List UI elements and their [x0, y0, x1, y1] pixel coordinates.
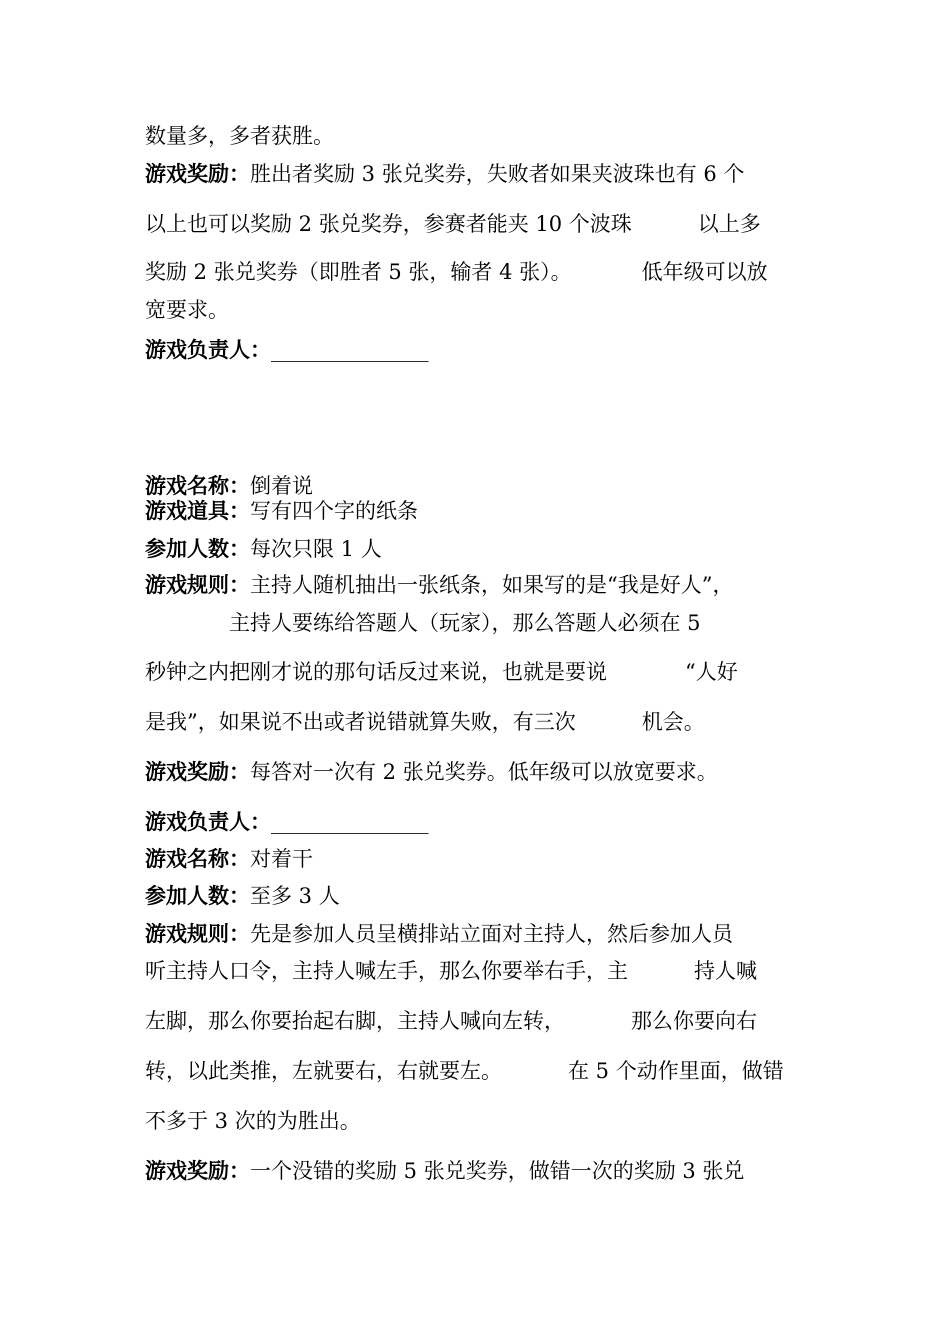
text-line — [145, 708, 810, 736]
owner-blank: _______________ — [271, 810, 429, 834]
name-line — [145, 845, 810, 873]
rules-text: 主持人随机抽出一张纸条，如果写的是“我是好人”， — [250, 573, 734, 597]
props-line — [145, 497, 810, 525]
rules-text: 机会。 — [641, 710, 705, 734]
rules-text: 先是参加人员呈横排站立面对主持人，然后参加人员 — [250, 922, 733, 946]
rules-text: 是我”，如果说不出或者说错就算失败，有三次 — [145, 710, 576, 734]
rules-text: “人好 — [685, 660, 738, 684]
owner-blank: _______________ — [271, 338, 429, 362]
people-line — [145, 882, 810, 910]
text-line: 不多于 3 次的为胜出。 — [145, 1109, 361, 1133]
owner-label: 游戏负责人： — [145, 809, 271, 834]
text-line — [145, 1007, 810, 1035]
text-line — [145, 258, 810, 286]
owner-line — [145, 808, 810, 836]
rules-text: 左脚，那么你要抬起右脚，主持人喊向左转， — [145, 1009, 565, 1033]
reward-text: 胜出者奖励 3 张兑奖券，失败者如果夹波珠也有 6 个 — [250, 162, 745, 186]
rules-text: 秒钟之内把刚才说的那句话反过来说，也就是要说 — [145, 660, 607, 684]
name-line — [145, 472, 810, 500]
rules-text: 持人喊 — [694, 959, 757, 983]
reward-text: 以上也可以奖励 2 张兑奖券，参赛者能夹 10 个波珠 — [145, 212, 632, 236]
text-line: 数量多，多者获胜。 — [145, 124, 334, 148]
people-label: 参加人数： — [145, 536, 250, 561]
text-line — [145, 1057, 810, 1085]
reward-label: 游戏奖励： — [145, 1158, 250, 1183]
reward-text: 低年级可以放 — [641, 260, 768, 284]
reward-text: 以上多 — [697, 212, 761, 236]
game-name: 对着干 — [250, 847, 313, 871]
rules-line — [145, 571, 810, 599]
reward-line — [145, 758, 810, 786]
text-line — [145, 957, 810, 985]
people-line — [145, 535, 810, 563]
owner-line — [145, 336, 810, 364]
props-text: 写有四个字的纸条 — [250, 499, 418, 523]
text-line — [145, 658, 810, 686]
owner-label: 游戏负责人： — [145, 337, 271, 362]
reward-label: 游戏奖励： — [145, 759, 250, 784]
people-text: 至多 3 人 — [250, 884, 340, 908]
reward-label: 游戏奖励： — [145, 161, 250, 186]
props-label: 游戏道具： — [145, 498, 250, 523]
rules-text: 那么你要向右 — [631, 1009, 757, 1033]
rules-label: 游戏规则： — [145, 572, 250, 597]
name-label: 游戏名称： — [145, 846, 250, 871]
rules-line — [145, 920, 810, 948]
text-line — [145, 210, 810, 238]
rules-text: 听主持人口令，主持人喊左手，那么你要举右手，主 — [145, 959, 628, 983]
people-text: 每次只限 1 人 — [250, 537, 382, 561]
rules-label: 游戏规则： — [145, 921, 250, 946]
reward-line — [145, 160, 810, 188]
name-label: 游戏名称： — [145, 473, 250, 498]
text-line: 宽要求。 — [145, 298, 229, 322]
game-name: 倒着说 — [250, 474, 313, 498]
text-line: 主持人要练给答题人（玩家），那么答题人必须在 5 — [229, 611, 701, 635]
reward-line — [145, 1157, 810, 1185]
reward-text: 一个没错的奖励 5 张兑奖券，做错一次的奖励 3 张兑 — [250, 1159, 745, 1183]
reward-text: 奖励 2 张兑奖券（即胜者 5 张，输者 4 张）。 — [145, 260, 572, 284]
rules-text: 转，以此类推，左就要右，右就要左。 — [145, 1059, 502, 1083]
reward-text: 每答对一次有 2 张兑奖券。低年级可以放宽要求。 — [250, 760, 718, 784]
rules-text: 在 5 个动作里面，做错 — [568, 1059, 784, 1083]
people-label: 参加人数： — [145, 883, 250, 908]
